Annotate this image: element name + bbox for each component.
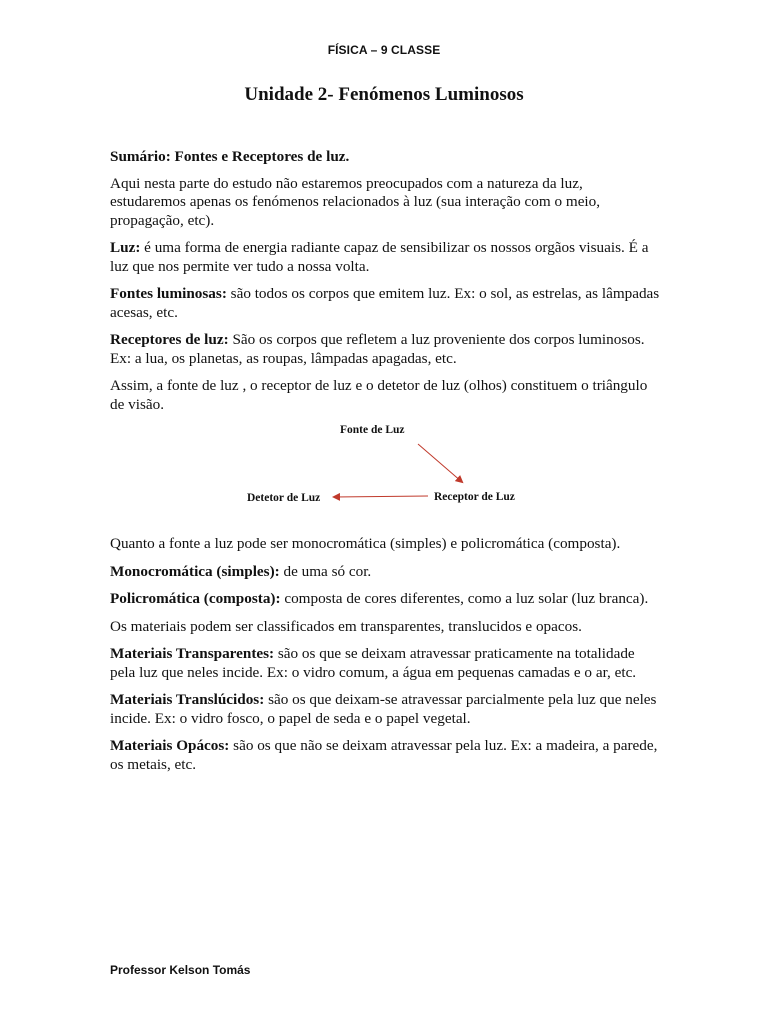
document-body xyxy=(110,148,660,783)
arrow-receptor-to-detetor xyxy=(334,496,428,497)
page-header: FÍSICA – 9 CLASSE xyxy=(327,43,441,57)
text-transparentes: são os que se deixam atravessar praticamente na totalidade pela luz que neles incide. Ex: o vidro comum, a água em pequenas camadas e o ar, etc. xyxy=(110,645,637,681)
diagram-svg xyxy=(110,417,660,529)
definition-receptores xyxy=(110,331,660,368)
definition-translucidos xyxy=(110,691,660,728)
term-fontes: Fontes luminosas: xyxy=(110,285,227,302)
definition-monocromatica xyxy=(110,563,660,582)
quanto-paragraph: Quanto a fonte a luz pode ser monocromática (simples) e policromática (composta). xyxy=(110,535,621,552)
definition-transparentes xyxy=(110,645,660,682)
vision-triangle-diagram xyxy=(110,417,660,529)
summary-heading: Sumário: Fontes e Receptores de luz. xyxy=(110,148,350,165)
label-receptor-de-luz: Receptor de Luz xyxy=(434,491,515,503)
text-translucidos: são os que deixam-se atravessar parcialmente pela luz que neles incide. Ex: o vidro fosco, o papel de seda e o papel vegetal. xyxy=(110,691,657,727)
term-luz: Luz: xyxy=(110,239,141,256)
text-receptores: São os corpos que refletem a luz proveniente dos corpos luminosos. Ex: a lua, os planetas, as roupas, lâmpadas apagadas, etc. xyxy=(110,331,645,367)
text-fontes: são todos os corpos que emitem luz. Ex: o sol, as estrelas, as lâmpadas acesas, etc. xyxy=(110,285,660,321)
term-transparentes: Materiais Transparentes: xyxy=(110,645,275,662)
definition-opacos xyxy=(110,737,660,774)
definition-luz xyxy=(110,239,660,276)
term-translucidos: Materiais Translúcidos: xyxy=(110,691,265,708)
text-monocromatica: de uma só cor. xyxy=(279,562,372,580)
text-luz: é uma forma de energia radiante capaz de sensibilizar os nossos orgãos visuais. É a luz que nos permite ver tudo a nossa volta. xyxy=(110,239,649,275)
page-title: Unidade 2- Fenómenos Luminosos xyxy=(244,84,524,105)
term-receptores: Receptores de luz: xyxy=(110,331,229,348)
text-opacos: são os que não se deixam atravessar pela luz. Ex: a madeira, a parede, os metais, etc. xyxy=(110,737,658,773)
definition-fontes xyxy=(110,285,660,322)
materiais-paragraph: Os materiais podem ser classificados em transparentes, translucidos e opacos. xyxy=(110,617,582,635)
arrow-fonte-to-receptor xyxy=(418,444,462,482)
label-detetor-de-luz: Detetor de Luz xyxy=(247,492,321,504)
definition-policromatica xyxy=(110,590,660,609)
text-policromatica: composta de cores diferentes, como a luz solar (luz branca). xyxy=(280,590,649,607)
label-fonte-de-luz: Fonte de Luz xyxy=(340,424,405,436)
page-footer-author: Professor Kelson Tomás xyxy=(110,963,251,977)
term-opacos: Materiais Opácos: xyxy=(110,737,230,754)
term-policromatica: Policromática (composta): xyxy=(110,590,281,607)
triangle-paragraph: Assim, a fonte de luz , o receptor de luz e o detetor de luz (olhos) constituem o triângulo de visão. xyxy=(110,377,648,413)
term-monocromatica: Monocromática (simples): xyxy=(110,562,280,580)
intro-paragraph: Aqui nesta parte do estudo não estaremos preocupados com a natureza da luz, estudaremos apenas os fenómenos relacionados à luz (sua interação com o meio, propagação, etc). xyxy=(110,174,601,229)
